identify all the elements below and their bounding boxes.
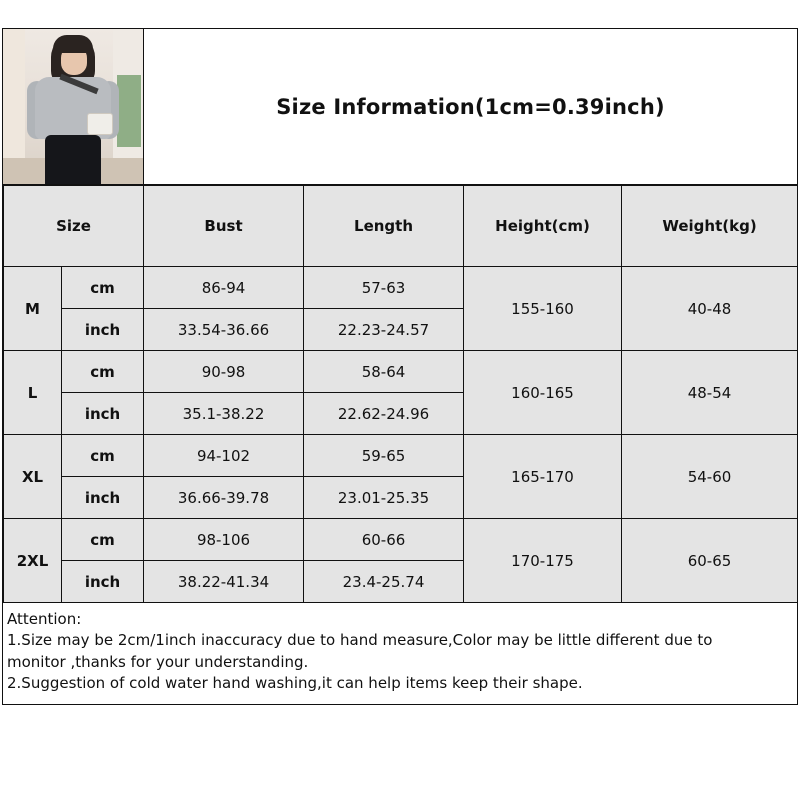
cell-bust-cm: 86-94: [144, 267, 304, 309]
photo-plant: [117, 75, 141, 147]
cell-length-inch: 22.62-24.96: [304, 393, 464, 435]
table-row: [4, 351, 798, 393]
table-header-row: [4, 186, 798, 267]
cell-bust-inch: 33.54-36.66: [144, 309, 304, 351]
table-head: [4, 186, 798, 267]
cell-bust-cm: 98-106: [144, 519, 304, 561]
page-title: Size Information(1cm=0.39inch): [276, 94, 665, 119]
cell-bust-cm: 90-98: [144, 351, 304, 393]
cell-size: 2XL: [4, 519, 62, 603]
model-bag: [87, 113, 113, 135]
cell-weight: 40-48: [622, 267, 798, 351]
cell-unit-inch: inch: [62, 393, 144, 435]
model-pants: [45, 135, 101, 184]
cell-unit-inch: inch: [62, 477, 144, 519]
cell-height: 155-160: [464, 267, 622, 351]
cell-bust-inch: 38.22-41.34: [144, 561, 304, 603]
cell-length-inch: 23.01-25.35: [304, 477, 464, 519]
column-header-weight: Weight(kg): [622, 186, 798, 267]
cell-length-inch: 22.23-24.57: [304, 309, 464, 351]
model-hair-front: [53, 35, 93, 53]
cell-height: 160-165: [464, 351, 622, 435]
column-header-length: Length: [304, 186, 464, 267]
attention-heading: Attention:: [7, 610, 82, 628]
cell-bust-inch: 35.1-38.22: [144, 393, 304, 435]
cell-weight: 48-54: [622, 351, 798, 435]
cell-size: M: [4, 267, 62, 351]
column-header-height: Height(cm): [464, 186, 622, 267]
attention-block: [3, 603, 797, 704]
cell-unit-inch: inch: [62, 309, 144, 351]
size-table: [3, 185, 798, 603]
table-body: [4, 267, 798, 603]
cell-size: L: [4, 351, 62, 435]
attention-line-1: 1.Size may be 2cm/1inch inaccuracy due to hand measure,Color may be little different due to: [7, 631, 713, 650]
cell-bust-inch: 36.66-39.78: [144, 477, 304, 519]
size-chart-card: [2, 28, 798, 705]
cell-weight: 60-65: [622, 519, 798, 603]
cell-height: 165-170: [464, 435, 622, 519]
column-header-size: Size: [4, 186, 144, 267]
cell-unit-cm: cm: [62, 351, 144, 393]
attention-line-3: 2.Suggestion of cold water hand washing,it can help items keep their shape.: [7, 673, 583, 692]
cell-length-cm: 59-65: [304, 435, 464, 477]
cell-unit-inch: inch: [62, 561, 144, 603]
table-row: [4, 519, 798, 561]
table-row: [4, 267, 798, 309]
cell-length-inch: 23.4-25.74: [304, 561, 464, 603]
cell-length-cm: 57-63: [304, 267, 464, 309]
cell-size: XL: [4, 435, 62, 519]
chart-header: [3, 29, 797, 185]
model-photo: [3, 29, 144, 184]
cell-bust-cm: 94-102: [144, 435, 304, 477]
column-header-bust: Bust: [144, 186, 304, 267]
cell-weight: 54-60: [622, 435, 798, 519]
cell-height: 170-175: [464, 519, 622, 603]
attention-line-2: monitor ,thanks for your understanding.: [7, 652, 309, 671]
cell-unit-cm: cm: [62, 267, 144, 309]
chart-title-cell: [144, 29, 797, 184]
cell-unit-cm: cm: [62, 519, 144, 561]
cell-length-cm: 58-64: [304, 351, 464, 393]
cell-length-cm: 60-66: [304, 519, 464, 561]
table-row: [4, 435, 798, 477]
cell-unit-cm: cm: [62, 435, 144, 477]
